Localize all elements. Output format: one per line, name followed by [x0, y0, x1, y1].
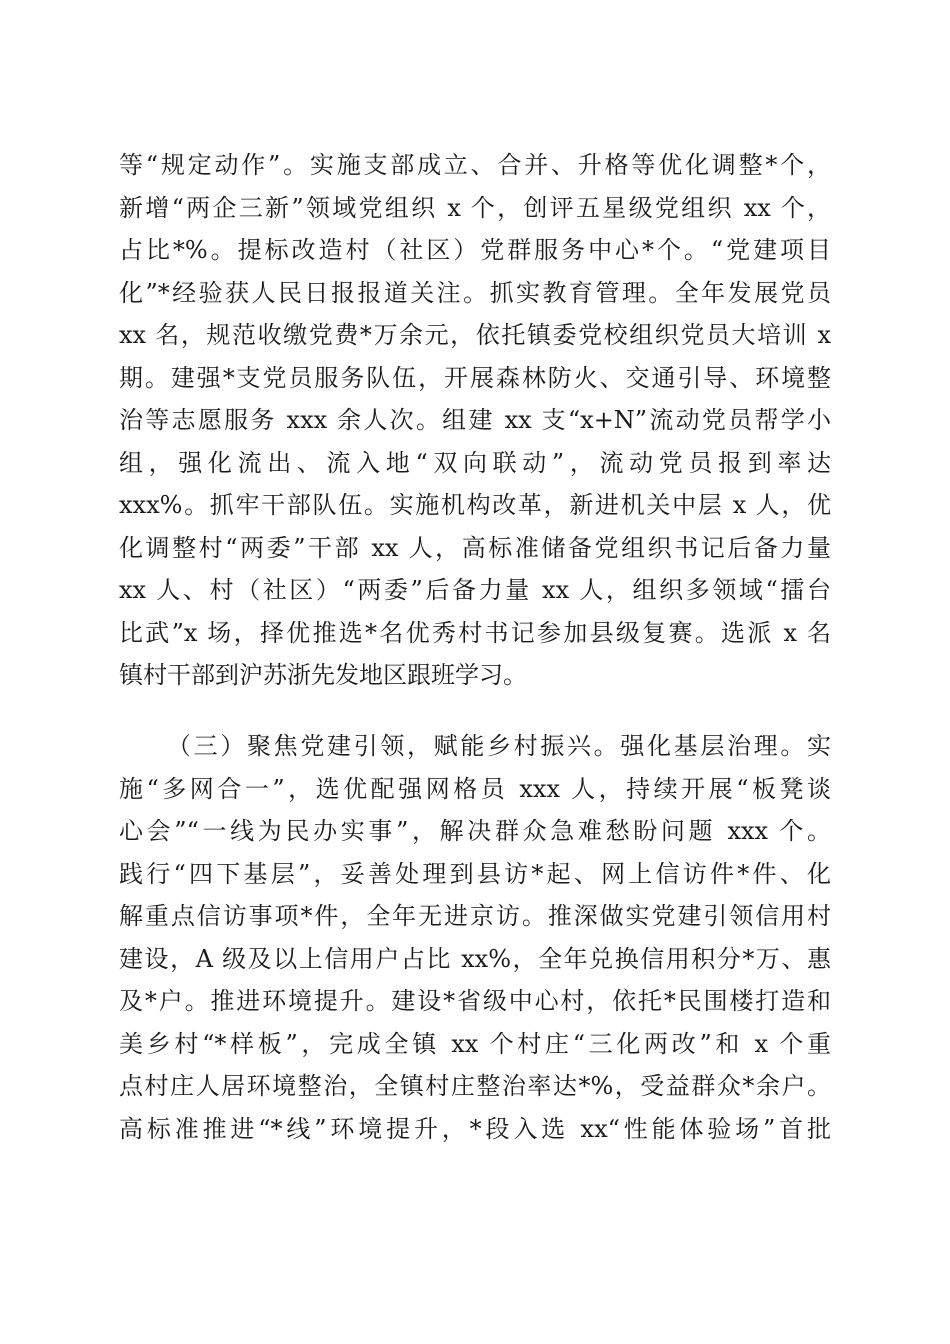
text-line: 点村庄人居环境整治，全镇村庄整治率达*%，受益群众*余户。: [119, 1072, 831, 1100]
text-line: 高标准推进“*线”环境提升，*段入选 xx“性能体验场”首批: [119, 1114, 831, 1143]
text-line: xx 人、村（社区）“两委”后备力量 xx 人，组织多领域“擂台: [119, 576, 831, 604]
text-line: 施“多网合一”，选优配强网格员 xxx 人，持续开展“板凳谈: [119, 774, 831, 803]
paragraph-2: [119, 725, 831, 1150]
text-line: xx 名，规范收缴党费*万余元，依托镇委党校组织党员大培训 x: [119, 321, 831, 349]
section-heading-line: （三）聚焦党建引领，赋能乡村振兴。强化基层治理。实: [167, 732, 831, 760]
text-line: 治等志愿服务 xxx 余人次。组建 xx 支“x+N”流动党员帮学小: [119, 406, 831, 434]
text-line: 占比*%。提标改造村（社区）党群服务中心*个。“党建项目: [119, 236, 831, 264]
text-line: 镇村干部到沪苏浙先发地区跟班学习。: [119, 661, 527, 689]
paragraph-1: [119, 144, 831, 697]
text-line: xxx%。抓牢干部队伍。实施机构改革，新进机关中层 x 人，优: [119, 491, 831, 519]
text-line: 及*户。推进环境提升。建设*省级中心村，依托*民围楼打造和: [119, 987, 831, 1015]
text-line: 期。建强*支党员服务队伍，开展森林防火、交通引导、环境整: [119, 363, 831, 392]
text-line: 心会”“一线为民办实事”，解决群众急难愁盼问题 xxx 个。: [119, 817, 831, 845]
text-line: 比武”x 场，择优推选*名优秀村书记参加县级复赛。选派 x 名: [119, 618, 831, 647]
text-line: 等“规定动作”。实施支部成立、合并、升格等优化调整*个，: [119, 151, 831, 179]
text-line: 新增“两企三新”领域党组织 x 个，创评五星级党组织 xx 个，: [119, 193, 831, 222]
text-line: 建设，A 级及以上信用户占比 xx%，全年兑换信用积分*万、惠: [119, 944, 831, 973]
text-line: 践行“四下基层”，妥善处理到县访*起、网上信访件*件、化: [119, 859, 831, 888]
text-line: 美乡村“*样板”，完成全镇 xx 个村庄“三化两改”和 x 个重: [119, 1029, 831, 1058]
text-line: 组，强化流出、流入地“双向联动”，流动党员报到率达: [119, 448, 831, 477]
text-line: 化”*经验获人民日报报道关注。抓实教育管理。全年发展党员: [119, 278, 831, 307]
text-line: 解重点信访事项*件，全年无进京访。推深做实党建引领信用村: [119, 902, 831, 930]
text-line: 化调整村“两委”干部 xx 人，高标准储备党组织书记后备力量: [119, 533, 831, 562]
